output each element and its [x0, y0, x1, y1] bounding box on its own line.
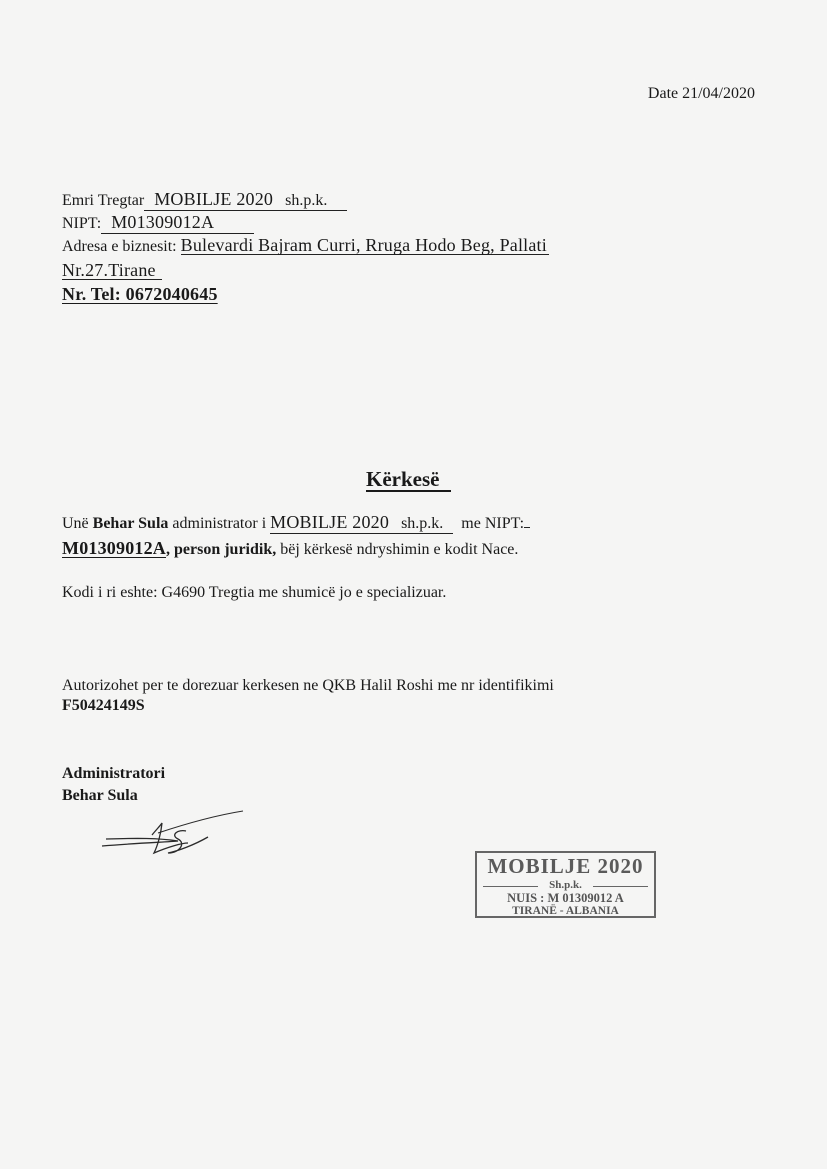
business-name-value: MOBILJE 2020	[154, 189, 274, 209]
address-value-line2: Nr.27.Tirane	[62, 261, 162, 280]
stamp-company-name: MOBILJE 2020	[487, 854, 644, 878]
nipt-value: M01309012A	[111, 212, 215, 232]
address-line	[62, 236, 549, 256]
nipt-field	[101, 213, 254, 234]
nipt-line	[62, 213, 254, 234]
p1-role: administrator i	[172, 515, 267, 532]
p1-nipt-label: me NIPT:	[461, 515, 525, 532]
business-name-line	[62, 190, 347, 211]
paragraph-2: Kodi i ri eshte: G4690 Tregtia me shumicë jo e specializuar.	[62, 584, 447, 601]
paragraph-3-id: F50424149S	[62, 697, 145, 714]
stamp-nuis: NUIS : M 01309012 A	[507, 891, 624, 905]
company-stamp	[475, 851, 656, 918]
stamp-city: TIRANË - ALBANIA	[512, 905, 619, 917]
business-name-suffix: sh.p.k.	[285, 192, 328, 209]
p1-intro: Unë	[62, 515, 89, 532]
p1-name: Behar Sula	[92, 515, 169, 532]
stamp-type-row	[477, 879, 654, 892]
paragraph-1-line1	[62, 513, 530, 534]
p1-person: , person juridik,	[166, 541, 277, 558]
address-line2	[62, 260, 162, 281]
paragraph-1-line2	[62, 538, 518, 559]
p1-rest: bëj kërkesë ndryshimin e kodit Nace.	[280, 541, 519, 558]
p1-nipt: M01309012A	[62, 538, 166, 558]
address-label: Adresa e biznesit:	[62, 238, 177, 255]
date-line: Date 21/04/2020	[647, 85, 755, 102]
address-value-line1: Bulevardi Bajram Curri, Rruga Hodo Beg, Pallati	[180, 235, 547, 255]
business-name-label: Emri Tregtar	[62, 192, 145, 209]
p1-company-suffix: sh.p.k.	[401, 515, 444, 532]
nipt-label: NIPT:	[62, 215, 102, 232]
handwritten-signature	[98, 805, 258, 865]
document-title-text: Kërkesë	[366, 468, 451, 492]
stamp-type: Sh.p.k.	[549, 879, 582, 891]
p1-company-field	[270, 513, 453, 534]
paragraph-3-line1: Autorizohet per te dorezuar kerkesen ne QKB Halil Roshi me nr identifikimi	[62, 677, 554, 694]
business-name-field	[144, 190, 347, 211]
signature-title: Administratori	[62, 765, 166, 782]
p1-company: MOBILJE 2020	[270, 512, 390, 532]
phone-line: Nr. Tel: 0672040645	[62, 284, 218, 304]
signature-name: Behar Sula	[62, 787, 138, 804]
document-title	[366, 467, 451, 492]
